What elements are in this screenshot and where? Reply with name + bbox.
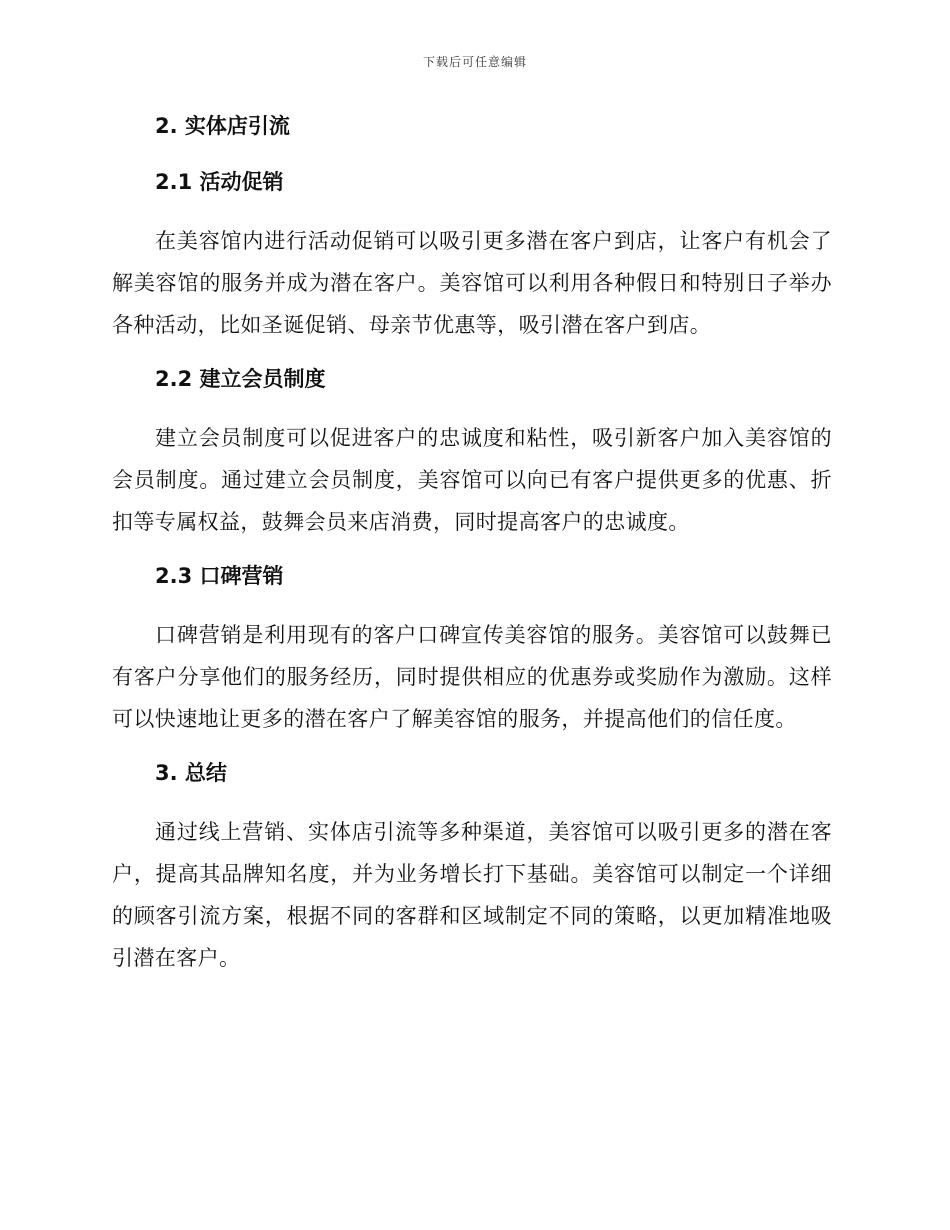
section-heading-summary: 3. 总结 (155, 761, 227, 785)
page-header-note: 下载后可任意编辑 (422, 55, 527, 69)
subheading-membership: 2.2 建立会员制度 (155, 367, 326, 391)
paragraph-membership: 建立会员制度可以促进客户的忠诚度和粘性，吸引新客户加入美容馆的会员制度。通过建立会员制度，美容馆可以向已有客户提供更多的优惠、折扣等专属权益，鼓舞会员来店消费，同时提高客户的忠诚度。 (112, 426, 832, 534)
section-heading-offline-traffic: 2. 实体店引流 (155, 114, 290, 138)
document-body (112, 108, 832, 994)
paragraph-word-of-mouth: 口碑营销是利用现有的客户口碑宣传美容馆的服务。美容馆可以鼓舞已有客户分享他们的服务经历，同时提供相应的优惠券或奖励作为激励。这样可以快速地让更多的潜在客户了解美容馆的服务，并提高他们的信任度。 (112, 623, 832, 731)
paragraph-summary: 通过线上营销、实体店引流等多种渠道，美容馆可以吸引更多的潜在客户，提高其品牌知名度，并为业务增长打下基础。美容馆可以制定一个详细的顾客引流方案，根据不同的客群和区域制定不同的策略，以更加精准地吸引潜在客户。 (112, 820, 832, 970)
paragraph-promotions: 在美容馆内进行活动促销可以吸引更多潜在客户到店，让客户有机会了解美容馆的服务并成为潜在客户。美容馆可以利用各种假日和特别日子举办各种活动，比如圣诞促销、母亲节优惠等，吸引潜在客户到店。 (112, 229, 832, 337)
subheading-word-of-mouth: 2.3 口碑营销 (155, 564, 284, 588)
subheading-promotions: 2.1 活动促销 (155, 170, 284, 194)
